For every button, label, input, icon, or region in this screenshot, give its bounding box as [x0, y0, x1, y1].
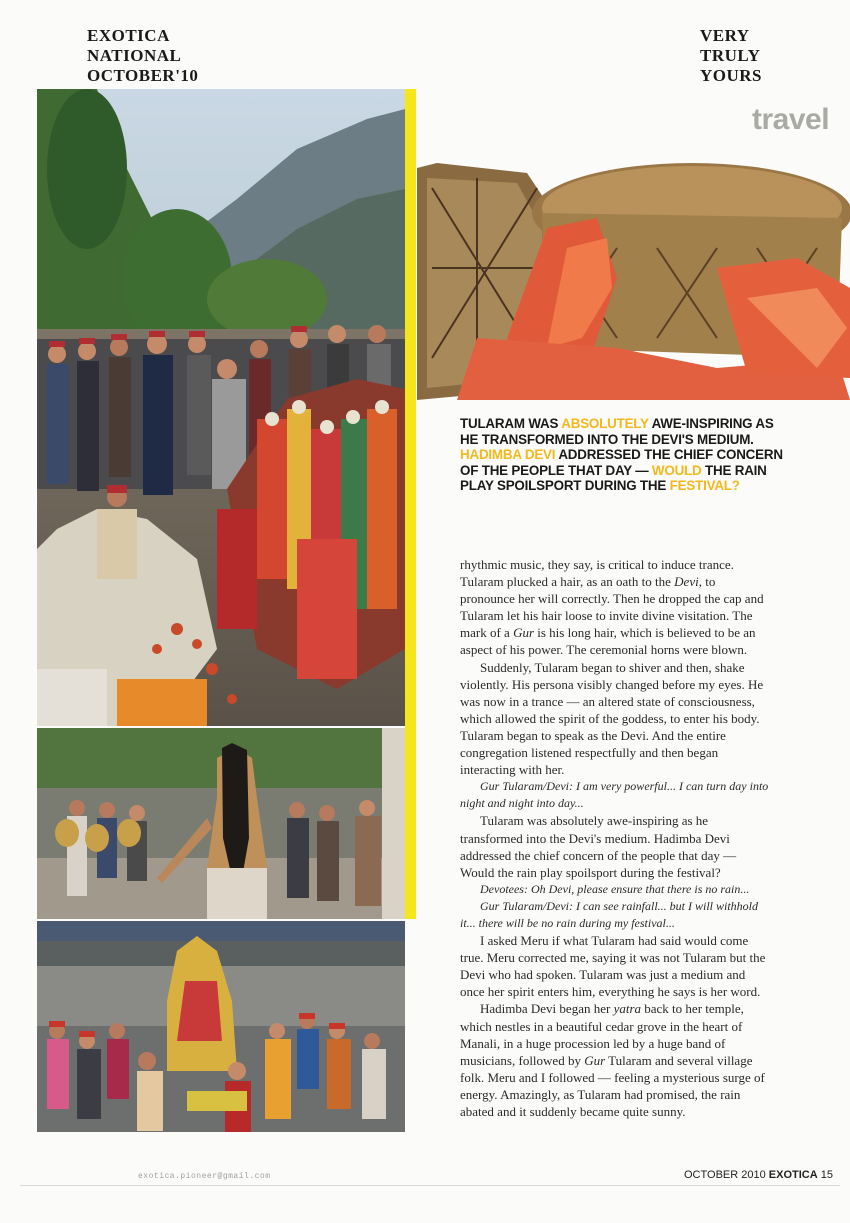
section-label: travel — [752, 103, 830, 136]
pull-quote-text-3: ADDRESSED THE CHIEF CONCERN OF THE PEOPLE THAT DAY — — [460, 447, 783, 478]
body-paragraph: Hadimba Devi began her yatra back to her temple, which nestles in a beautiful cedar grove in the heart of Manali, in a huge procession led by a huge band of musicians, followed by Gur Tularam and several village folk. Meru and I followed — feeling a mysterious surge of energy. Amazingly, as Tularam had promised, the rain abated and it suddenly became quite sunny. — [460, 1001, 765, 1119]
footer-month: OCTOBER 2010 — [684, 1169, 769, 1181]
masthead-line-2: NATIONAL — [87, 46, 182, 65]
accent-bar — [405, 89, 416, 919]
masthead-right-line-3: YOURS — [700, 66, 763, 85]
footer-email: exotica.pioneer@gmail.com — [138, 1172, 271, 1181]
body-paragraph: rhythmic music, they say, is critical to induce trance. Tularam plucked a hair, as an oath to the Devi, to pronounce her will correctly. Then he dropped the cap and Tularam let his hair loose to invite divine visitation. The mark of a Gur is his long hair, which is believed to be an aspect of his power. The ceremonial horns were blown. — [460, 557, 764, 658]
masthead-left — [87, 26, 198, 86]
article-body — [460, 556, 770, 1120]
pull-quote — [460, 416, 790, 494]
masthead-line-1: EXOTICA — [87, 26, 170, 45]
gur-ritual-photo — [37, 728, 405, 919]
festival-palanquin-photo — [37, 89, 405, 726]
pull-quote-text-1: TULARAM WAS — [460, 416, 562, 431]
footer-rule — [20, 1185, 840, 1186]
footer-page-info — [684, 1169, 833, 1181]
pull-quote-text-4: THE RAIN PLAY SPOILSPORT DURING THE — [460, 462, 767, 494]
dialogue-quote: Gur Tularam/Devi: I am very powerful... I can turn day into night and night into day... — [460, 779, 769, 811]
pull-quote-highlight-4: FESTIVAL? — [669, 478, 740, 494]
pull-quote-highlight-2: HADIMBA DEVI — [460, 447, 556, 463]
masthead-right-line-2: TRULY — [700, 46, 761, 65]
footer-magazine: EXOTICA — [768, 1169, 818, 1181]
masthead-line-3: OCTOBER'10 — [87, 66, 199, 85]
ceremonial-drums-photo — [417, 158, 850, 400]
body-paragraph: Suddenly, Tularam began to shiver and then, shake violently. His persona visibly changed before my eyes. He was now in a trance — an altered state of consciousness, which allowed the spirit of the goddess, to enter his body. Tularam began to speak as the Devi. And the entire congregation listened respectfully and then began interacting with her. — [460, 659, 764, 778]
body-paragraph: I asked Meru if what Tularam had said would come true. Meru corrected me, saying it was not Tularam but the Devi who had spoken. Tularam was just a medium and once her spirit enters him, everything he says is her word. — [460, 933, 766, 1000]
courtyard-gathering-photo — [37, 921, 405, 1132]
body-paragraph: Tularam was absolutely awe-inspiring as he transformed into the Devi's medium. Hadimba Devi addressed the chief concern of the people that day — Would the rain play spoilsport during the festival? — [460, 813, 737, 880]
pull-quote-text-2: AWE-INSPIRING AS HE TRANSFORMED INTO THE DEVI'S MEDIUM. — [460, 416, 774, 447]
masthead-right — [700, 26, 762, 86]
dialogue-quote: Devotees: Oh Devi, please ensure that there is no rain... — [480, 881, 750, 896]
dialogue-quote: Gur Tularam/Devi: I can see rainfall... but I will withhold it... there will be no rain during my festival... — [460, 898, 758, 930]
pull-quote-highlight-1: ABSOLUTELY — [561, 416, 649, 431]
pull-quote-highlight-3: WOULD — [651, 462, 702, 478]
page-number: 15 — [817, 1169, 833, 1181]
masthead-right-line-1: VERY — [700, 26, 750, 45]
